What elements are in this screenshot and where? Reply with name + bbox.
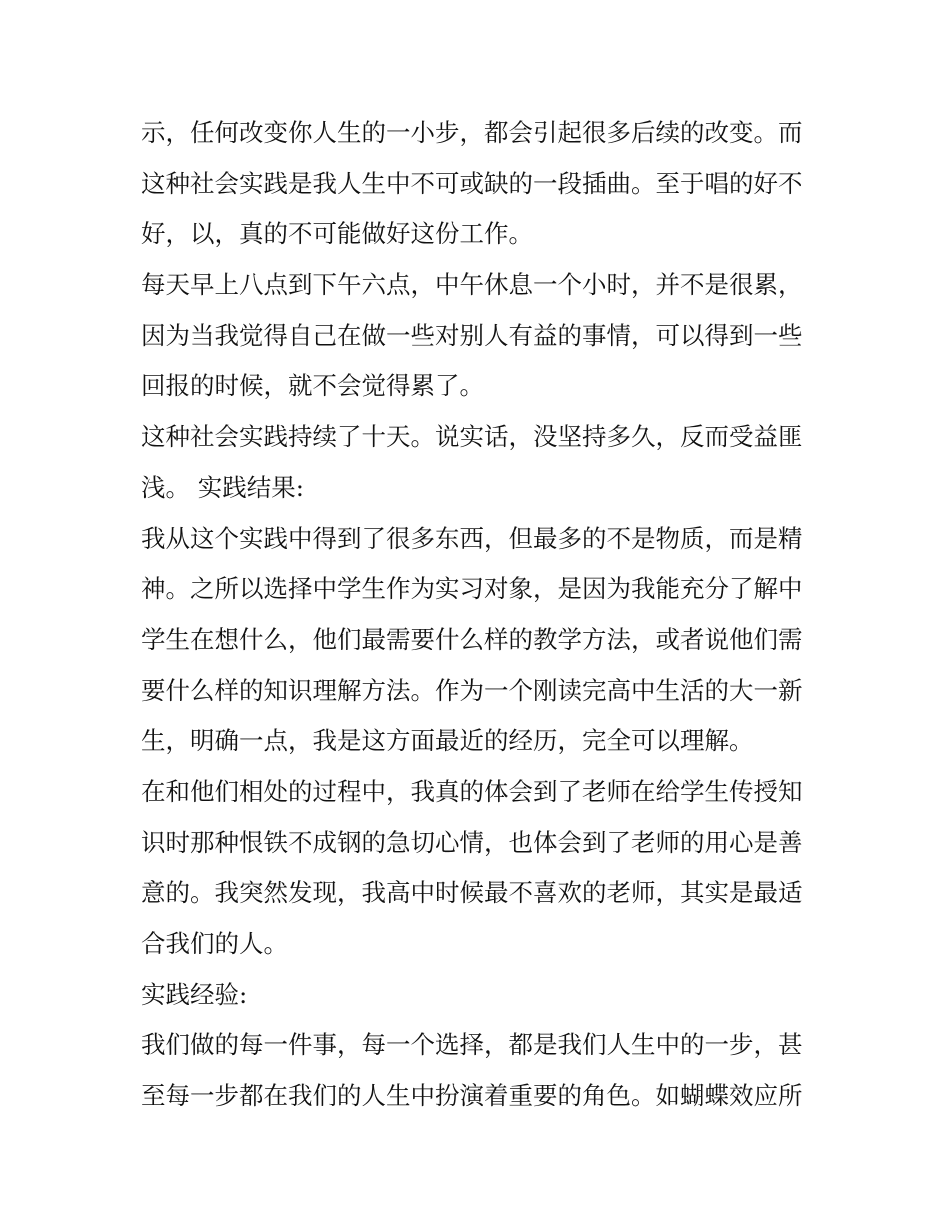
- text-line: 合我们的人。: [141, 929, 288, 958]
- text-line: 学生在想什么，他们最需要什么样的教学方法，或者说他们需: [141, 624, 803, 654]
- text-line: 回报的时候，就不会觉得累了。: [141, 371, 484, 401]
- text-line: 这种社会实践持续了十天。说实话，没坚持多久，反而受益匪: [141, 422, 803, 452]
- text-line: 示，任何改变你人生的一小步，都会引起很多后续的改变。而: [141, 118, 803, 147]
- text-line: 实践经验:: [141, 979, 248, 1009]
- text-line: 要什么样的知识理解方法。作为一个刚读完高中生活的大一新: [141, 675, 803, 705]
- text-line: 因为当我觉得自己在做一些对别人有益的事情，可以得到一些: [141, 320, 803, 350]
- text-line: 每天早上八点到下午六点，中午休息一个小时，并不是很累，: [141, 270, 803, 300]
- text-line: 在和他们相处的过程中，我真的体会到了老师在给学生传授知: [141, 776, 803, 806]
- text-line: 好，以，真的不可能做好这份工作。: [141, 219, 533, 249]
- text-line: 生，明确一点，我是这方面最近的经历，完全可以理解。: [141, 726, 754, 756]
- text-line: 至每一步都在我们的人生中扮演着重要的角色。如蝴蝶效应所: [141, 1081, 803, 1111]
- text-line: 意的。我突然发现，我高中时候最不喜欢的老师，其实是最适: [141, 878, 803, 908]
- text-line: 浅。 实践结果:: [141, 472, 305, 502]
- text-line: 我们做的每一件事，每一个选择，都是我们人生中的一步，甚: [141, 1030, 803, 1060]
- document-body: [141, 108, 811, 1122]
- text-line: 神。之所以选择中学生作为实习对象，是因为我能充分了解中: [141, 574, 803, 604]
- text-line: 我从这个实践中得到了很多东西，但最多的不是物质，而是精: [141, 523, 803, 553]
- text-line: 识时那种恨铁不成钢的急切心情，也体会到了老师的用心是善: [141, 827, 803, 857]
- text-line: 这种社会实践是我人生中不可或缺的一段插曲。至于唱的好不: [141, 168, 803, 198]
